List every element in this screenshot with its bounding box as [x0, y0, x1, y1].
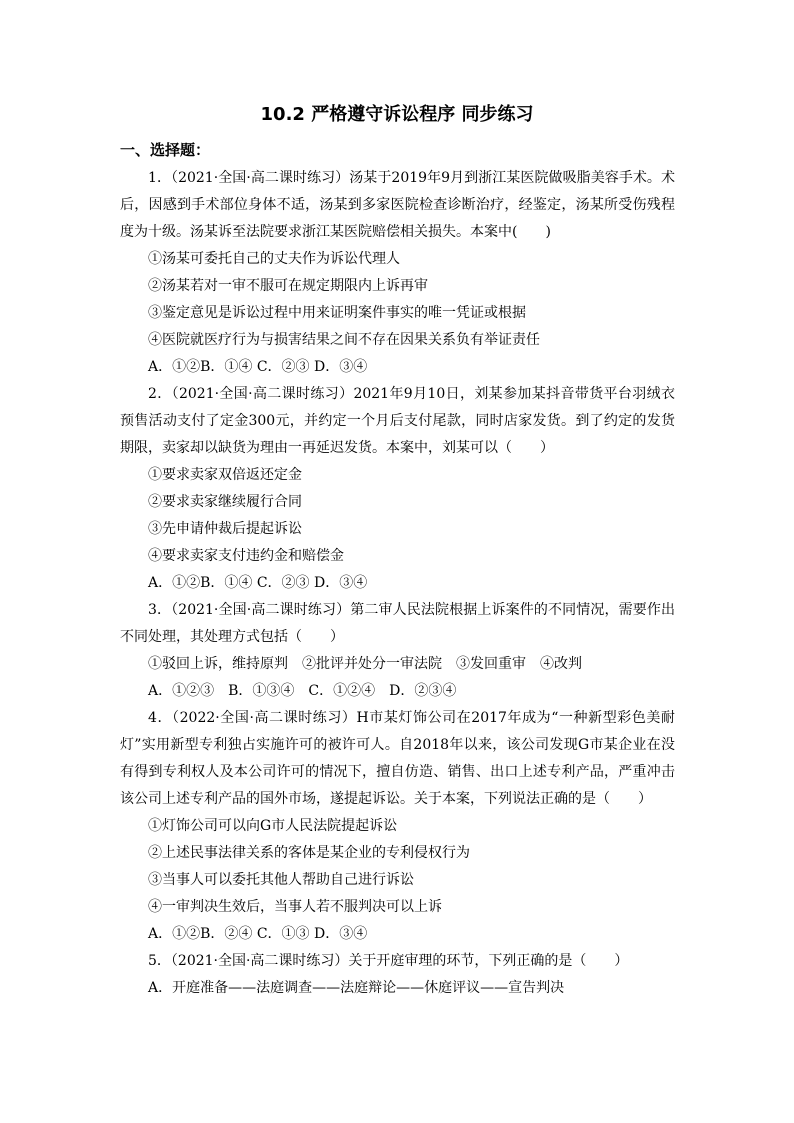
question-2 [120, 381, 675, 597]
option-1: ①要求卖家双倍返还定金 [148, 467, 302, 483]
option-3: ③鉴定意见是诉讼过程中用来证明案件事实的唯一凭证或根据 [148, 305, 526, 321]
option-1: ①灯饰公司可以向G市人民法院提起诉讼 [148, 818, 398, 834]
question-3 [120, 597, 675, 705]
question-stem: 3．（2021·全国·高二课时练习）第二审人民法院根据上诉案件的不同情况，需要作出不同处理，其处理方式包括（ ） [120, 602, 675, 645]
option-4: ④一审判决生效后，当事人若不服判决可以上诉 [148, 899, 442, 915]
page-title: 10.2 严格遵守诉讼程序 同步练习 [260, 104, 534, 125]
option-line: ①驳回上诉，维持原判 ②批评并处分一审法院 ③发回重审 ④改判 [148, 656, 582, 672]
question-stem: 2．（2021·全国·高二课时练习）2021年9月10日，刘某参加某抖音带货平台羽绒衣预售活动支付了定金300元，并约定一个月后支付尾款，同时店家发货。到了约定的发货期限，卖家却以缺货为理由一再延迟发货。本案中，刘某可以（ ） [120, 386, 675, 456]
option-3: ③先申请仲裁后提起诉讼 [148, 521, 302, 537]
option-1: ①汤某可委托自己的丈夫作为诉讼代理人 [148, 251, 400, 267]
question-stem: 1．（2021·全国·高二课时练习）汤某于2019年9月到浙江某医院做吸脂美容手术。术后，因感到手术部位身体不适，汤某到多家医院检查诊断治疗，经鉴定，汤某所受伤残程度为十级。汤某诉至法院要求浙江某医院赔偿相关损失。本案中( ) [120, 170, 675, 240]
option-2: ②要求卖家继续履行合同 [148, 494, 302, 510]
section-heading: 一、选择题： [120, 141, 211, 159]
answer-choices: A．开庭准备——法庭调查——法庭辩论——休庭评议——宣告判决 [148, 980, 565, 996]
question-stem: 4．（2022·全国·高二课时练习）H市某灯饰公司在2017年成为“一种新型彩色美耐灯”实用新型专利独占实施许可的被许可人。自2018年以来，该公司发现G市某企业在没有得到专利权人及本公司许可的情况下，擅自仿造、销售、出口上述专利产品，严重冲击该公司上述专利产品的国外市场，遂提起诉讼。关于本案，下列说法正确的是（ ） [120, 710, 675, 807]
question-1 [120, 165, 675, 381]
answer-choices: A．①②B．②④ C．①③ D．③④ [148, 926, 368, 942]
answer-choices: A．①②③ B．①③④ C．①②④ D．②③④ [148, 683, 457, 699]
option-2: ②汤某若对一审不服可在规定期限内上诉再审 [148, 278, 428, 294]
question-list [120, 165, 675, 1002]
question-4 [120, 705, 675, 948]
option-4: ④医院就医疗行为与损害结果之间不存在因果关系负有举证责任 [148, 332, 540, 348]
option-3: ③当事人可以委托其他人帮助自己进行诉讼 [148, 872, 414, 888]
answer-choices: A．①②B．①④ C．②③ D．③④ [148, 359, 368, 375]
question-5 [120, 948, 675, 1002]
option-4: ④要求卖家支付违约金和赔偿金 [148, 548, 344, 564]
question-stem: 5．（2021·全国·高二课时练习）关于开庭审理的环节，下列正确的是（ ） [148, 953, 629, 969]
answer-choices: A．①②B．①④ C．②③ D．③④ [148, 575, 368, 591]
option-2: ②上述民事法律关系的客体是某企业的专利侵权行为 [148, 845, 470, 861]
